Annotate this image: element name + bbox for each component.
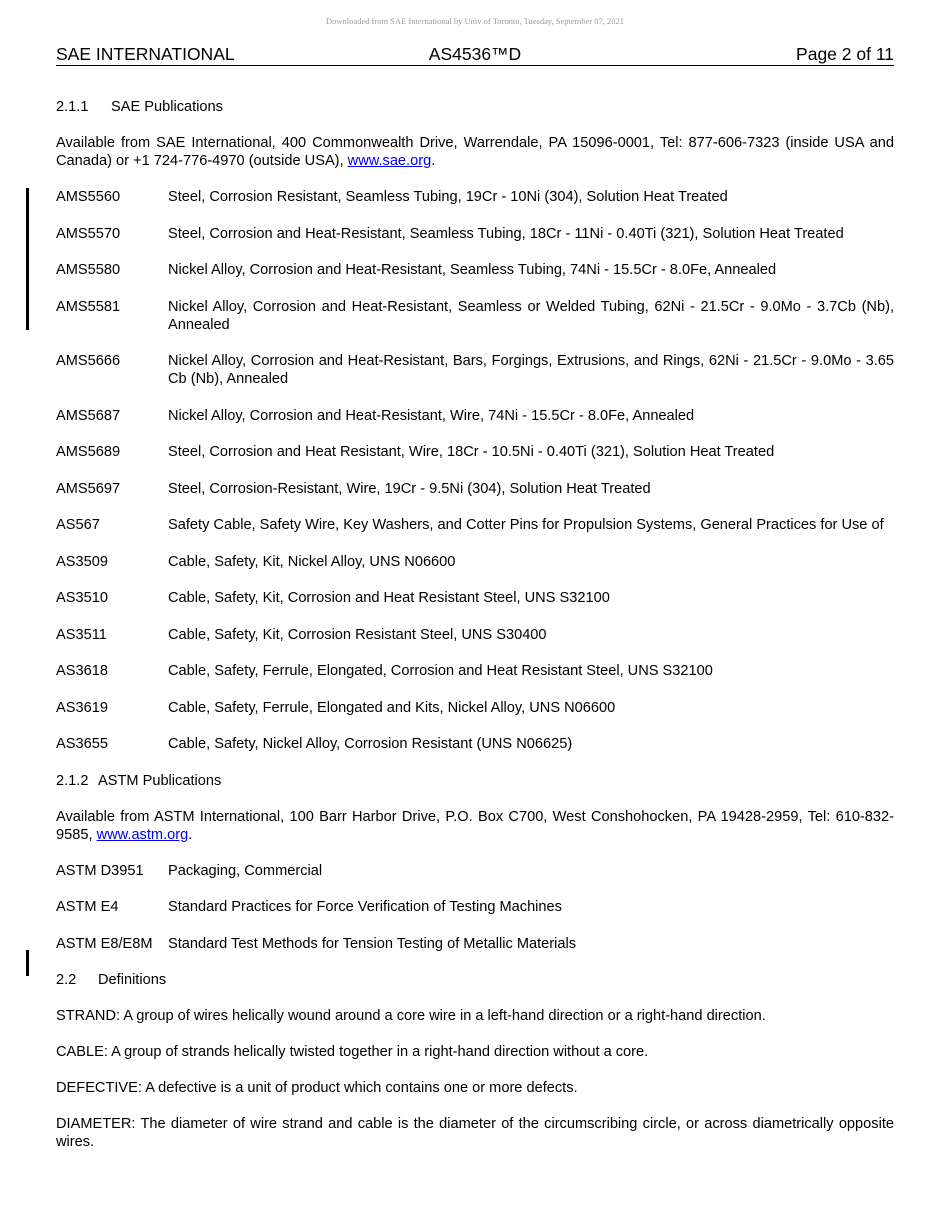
reference-row: [56, 352, 894, 388]
reference-row: [56, 626, 894, 644]
availability-text: Available from ASTM International, 100 Barr Harbor Drive, P.O. Box C700, West Conshohocken, PA 19428-2959, Tel: 610-832-9585,: [56, 808, 894, 843]
reference-row: [56, 735, 894, 753]
section-number: 2.2: [56, 972, 77, 988]
reference-title: Nickel Alloy, Corrosion and Heat-Resistant, Seamless or Welded Tubing, 62Ni - 21.5Cr - 9.0Mo - 3.7Cb (Nb), Annealed: [168, 298, 894, 333]
reference-title: Cable, Safety, Kit, Nickel Alloy, UNS N06600: [168, 553, 456, 570]
reference-code: ASTM E4: [56, 899, 119, 915]
reference-row: [56, 898, 894, 916]
availability-text: Available from SAE International, 400 Commonwealth Drive, Warrendale, PA 15096-0001, Tel: 877-606-7323 (inside USA and Canada) or +1 724-776-4970 (outside USA),: [56, 135, 894, 169]
link-suffix: .: [431, 153, 436, 169]
reference-code: AS3619: [56, 699, 108, 716]
reference-code: AMS5687: [56, 407, 121, 424]
reference-title: Standard Practices for Force Verification of Testing Machines: [168, 899, 562, 915]
reference-code: AMS5580: [56, 262, 121, 278]
reference-row: [56, 407, 894, 425]
reference-code: AS3510: [56, 590, 108, 606]
header-doc-id: AS4536™D: [428, 44, 522, 64]
reference-code: AMS5560: [56, 189, 121, 205]
reference-row: [56, 298, 894, 334]
sae-website-link[interactable]: www.sae.org: [347, 153, 432, 169]
reference-title: Cable, Safety, Kit, Corrosion and Heat Resistant Steel, UNS S32100: [168, 590, 610, 606]
section-number: 2.1.1: [56, 99, 89, 115]
reference-code: AMS5570: [56, 225, 121, 242]
reference-title: Nickel Alloy, Corrosion and Heat-Resistant, Seamless Tubing, 74Ni - 15.5Cr - 8.0Fe, Annealed: [168, 262, 777, 278]
reference-code: AS3509: [56, 553, 108, 570]
reference-title: Cable, Safety, Kit, Corrosion Resistant Steel, UNS S30400: [168, 626, 547, 643]
reference-code: ASTM E8/E8M: [56, 935, 153, 952]
astm-website-link[interactable]: www.astm.org: [96, 826, 189, 843]
reference-code: ASTM D3951: [56, 862, 144, 879]
section-heading-astm: [56, 772, 894, 790]
page-header: [56, 44, 894, 66]
reference-title: Safety Cable, Safety Wire, Key Washers, and Cotter Pins for Propulsion Systems, General Practices for Use of: [168, 517, 884, 533]
section-title: ASTM Publications: [98, 772, 222, 789]
reference-code: AS3618: [56, 663, 108, 679]
reference-title: Steel, Corrosion Resistant, Seamless Tubing, 19Cr - 10Ni (304), Solution Heat Treated: [168, 189, 728, 205]
reference-title: Cable, Safety, Ferrule, Elongated, Corrosion and Heat Resistant Steel, UNS S32100: [168, 663, 713, 679]
reference-row: [56, 699, 894, 717]
astm-availability-paragraph: [56, 808, 894, 844]
reference-title: Nickel Alloy, Corrosion and Heat-Resistant, Bars, Forgings, Extrusions, and Rings, 62Ni - 21.5Cr - 9.0Mo - 3.65 Cb (Nb), Annealed: [168, 353, 894, 387]
document-body: [56, 98, 894, 1169]
reference-row: [56, 516, 894, 534]
reference-title: Steel, Corrosion and Heat-Resistant, Seamless Tubing, 18Cr - 11Ni - 0.40Ti (321), Solution Heat Treated: [168, 225, 844, 242]
reference-code: AMS5581: [56, 298, 121, 315]
reference-row: [56, 662, 894, 680]
reference-row: [56, 188, 894, 206]
section-number: 2.1.2: [56, 772, 89, 789]
reference-row: [56, 225, 894, 243]
section-title: Definitions: [98, 972, 167, 988]
reference-title: Cable, Safety, Ferrule, Elongated and Kits, Nickel Alloy, UNS N06600: [168, 699, 616, 716]
reference-row: [56, 553, 894, 571]
section-heading-sae: [56, 98, 894, 116]
link-suffix: .: [188, 826, 193, 843]
reference-row: [56, 862, 894, 880]
definition-paragraph: DEFECTIVE: A defective is a unit of product which contains one or more defects.: [56, 1080, 578, 1096]
header-page-number: Page 2 of 11: [796, 44, 894, 64]
reference-code: AS567: [56, 517, 100, 533]
reference-code: AMS5689: [56, 444, 121, 460]
reference-code: AS3655: [56, 736, 108, 752]
sae-availability-paragraph: [56, 134, 894, 170]
revision-change-bar: [26, 188, 29, 330]
reference-code: AS3511: [56, 626, 107, 643]
reference-code: AMS5666: [56, 353, 121, 369]
header-org: SAE INTERNATIONAL: [56, 44, 235, 64]
section-title: SAE Publications: [111, 99, 223, 115]
reference-code: AMS5697: [56, 480, 121, 497]
reference-title: Packaging, Commercial: [168, 862, 323, 879]
reference-title: Steel, Corrosion and Heat Resistant, Wire, 18Cr - 10.5Ni - 0.40Ti (321), Solution Heat Treated: [168, 444, 775, 460]
definition-paragraph: DIAMETER: The diameter of wire strand and cable is the diameter of the circumscribing circle, or across diametrically opposite wires.: [56, 1116, 894, 1150]
definition-paragraph: STRAND: A group of wires helically wound around a core wire in a left-hand direction or a right-hand direction.: [56, 1008, 766, 1024]
reference-title: Standard Test Methods for Tension Testing of Metallic Materials: [168, 935, 577, 952]
reference-row: [56, 935, 894, 953]
reference-row: [56, 443, 894, 461]
reference-title: Cable, Safety, Nickel Alloy, Corrosion Resistant (UNS N06625): [168, 736, 573, 752]
reference-row: [56, 480, 894, 498]
reference-row: [56, 261, 894, 279]
definition-paragraph: CABLE: A group of strands helically twisted together in a right-hand direction without a core.: [56, 1044, 649, 1060]
reference-title: Steel, Corrosion-Resistant, Wire, 19Cr - 9.5Ni (304), Solution Heat Treated: [168, 480, 651, 497]
revision-change-bar: [26, 950, 29, 976]
reference-title: Nickel Alloy, Corrosion and Heat-Resistant, Wire, 74Ni - 15.5Cr - 8.0Fe, Annealed: [168, 407, 695, 424]
download-watermark: Downloaded from SAE International by Univ of Toronto, Tuesday, September 07, 2021: [325, 16, 625, 26]
reference-row: [56, 589, 894, 607]
section-heading-definitions: [56, 971, 894, 989]
